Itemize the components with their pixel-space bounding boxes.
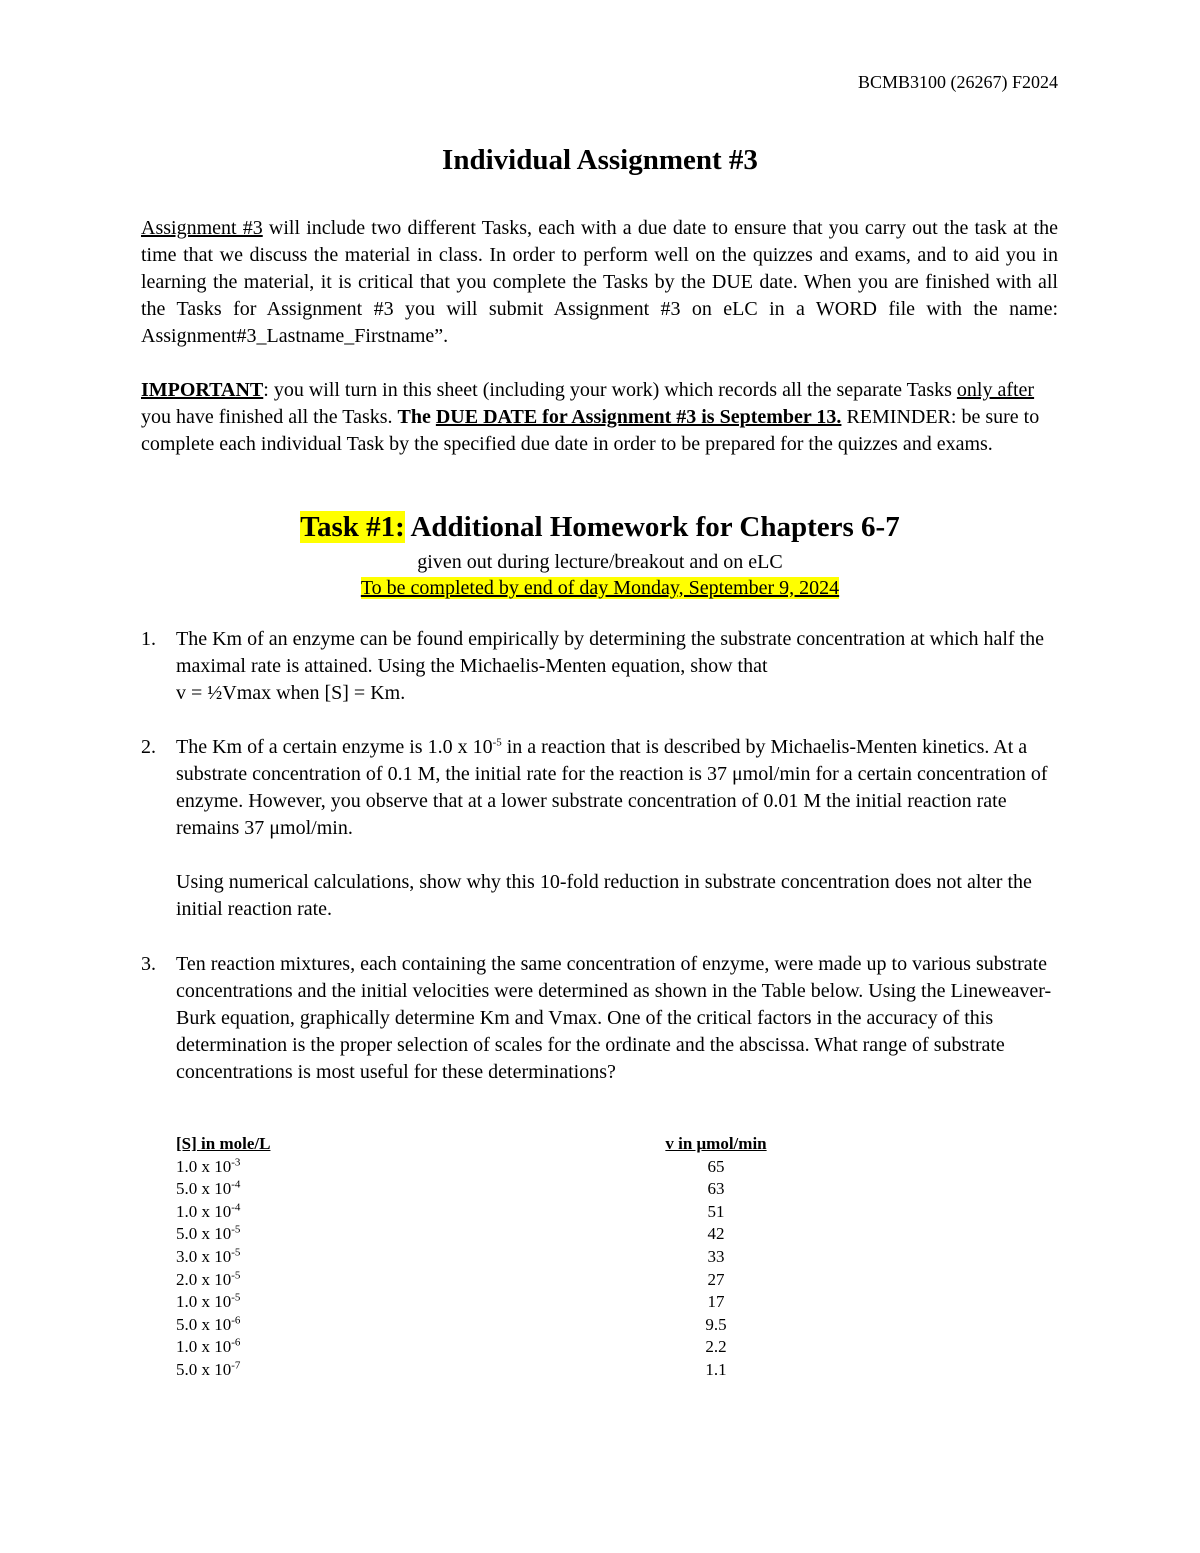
concentration-cell xyxy=(176,1337,240,1357)
table-row xyxy=(176,1202,876,1225)
assignment-link-text: Assignment #3 xyxy=(141,217,263,239)
mantissa: 1.0 x 10 xyxy=(176,1337,232,1357)
question-text-part: The Km of a certain enzyme is 1.0 x 10 xyxy=(176,736,493,758)
concentration-cell xyxy=(176,1247,240,1267)
table-body xyxy=(176,1157,876,1383)
table-row xyxy=(176,1224,876,1247)
data-table xyxy=(176,1134,876,1383)
question-2 xyxy=(141,734,1071,923)
mantissa: 5.0 x 10 xyxy=(176,1179,232,1199)
question-number: 2. xyxy=(141,736,156,758)
table-row xyxy=(176,1315,876,1338)
important-text-2: you have finished all the Tasks. xyxy=(141,406,398,428)
concentration-cell xyxy=(176,1179,240,1199)
mantissa: 2.0 x 10 xyxy=(176,1269,232,1289)
velocity-cell: 1.1 xyxy=(705,1359,727,1379)
exponent: -4 xyxy=(231,1178,241,1191)
column-header: [S] in mole/L xyxy=(176,1134,271,1153)
table-header-row xyxy=(176,1134,876,1157)
column-header: v in μmol/min xyxy=(665,1134,767,1153)
important-label: IMPORTANT xyxy=(141,379,264,401)
important-text-3: REMINDER: be sure to complete each individual Task by the specified due date in order to be prepared for the quizzes and exams. xyxy=(141,406,1040,455)
mantissa: 3.0 x 10 xyxy=(176,1246,232,1266)
question-text-part: in a reaction that is described by Michaelis-Menten kinetics. At a substrate concentration of 0.1 M, the initial rate for the reaction is 37 μmol/min for a certain concentration of enzyme. However, you observe that at a lower substrate concentration of 0.01 M the initial reaction rate remains 37 μmol/min. xyxy=(176,736,1048,839)
velocity-cell: 51 xyxy=(707,1201,725,1221)
mantissa: 5.0 x 10 xyxy=(176,1224,232,1244)
mantissa: 5.0 x 10 xyxy=(176,1359,232,1379)
table-row xyxy=(176,1157,876,1180)
question-3 xyxy=(141,951,1071,1086)
table-row xyxy=(176,1337,876,1360)
velocity-cell: 17 xyxy=(707,1292,725,1312)
velocity-cell: 42 xyxy=(707,1224,725,1244)
concentration-cell xyxy=(176,1202,240,1222)
due-date-lead: The xyxy=(397,406,436,428)
mantissa: 1.0 x 10 xyxy=(176,1201,232,1221)
exponent: -3 xyxy=(231,1155,241,1168)
question-number: 1. xyxy=(141,628,156,650)
task-heading xyxy=(0,511,1200,544)
question-equation: v = ½Vmax when [S] = Km. xyxy=(176,682,406,704)
important-paragraph xyxy=(141,377,1058,458)
exponent: -4 xyxy=(231,1201,241,1214)
important-text-1: : you will turn in this sheet (including your work) which records all the separate Tasks xyxy=(263,379,957,401)
question-text: Ten reaction mixtures, each containing the same concentration of enzyme, were made up to various substrate concentrations and the initial velocities were determined as shown in the Table below. Using the Lineweaver-Burk equation, graphically determine Km and Vmax. One of the critical factors in the accuracy of this determination is the proper selection of scales for the ordinate and the abscissa. What range of substrate concentrations is most useful for these determinations? xyxy=(176,953,1052,1083)
task-deadline-line xyxy=(0,577,1200,600)
velocity-cell: 33 xyxy=(707,1246,725,1266)
exponent: -6 xyxy=(231,1314,241,1327)
mantissa: 1.0 x 10 xyxy=(176,1156,232,1176)
exponent: -6 xyxy=(231,1336,241,1349)
task-deadline: To be completed by end of day Monday, September 9, 2024 xyxy=(360,577,840,599)
exponent: -5 xyxy=(231,1291,241,1304)
concentration-cell xyxy=(176,1360,240,1380)
concentration-cell xyxy=(176,1270,240,1290)
intro-text: will include two different Tasks, each with a due date to ensure that you carry out the task at the time that we discuss the material in class. In order to perform well on the quizzes and exams, and to aid you in learning the material, it is critical that you complete the Tasks by the DUE date. When you are finished with all the Tasks for Assignment #3 you will submit Assignment #3 on eLC in a WORD file with the name: Assignment#3_Lastname_Firstname”. xyxy=(141,217,1058,347)
velocity-cell: 2.2 xyxy=(705,1337,727,1357)
velocity-cell: 65 xyxy=(707,1156,725,1176)
question-subparagraph: Using numerical calculations, show why this 10-fold reduction in substrate concentration does not alter the initial reaction rate. xyxy=(176,871,1032,920)
question-1 xyxy=(141,626,1071,707)
table-row xyxy=(176,1270,876,1293)
task-subtitle: given out during lecture/breakout and on eLC xyxy=(417,551,783,573)
table-row xyxy=(176,1360,876,1383)
mantissa: 5.0 x 10 xyxy=(176,1314,232,1334)
concentration-cell xyxy=(176,1157,240,1177)
exponent: -5 xyxy=(231,1246,241,1259)
task-title-text: Additional Homework for Chapters 6-7 xyxy=(404,511,900,543)
concentration-cell xyxy=(176,1315,240,1335)
exponent: -5 xyxy=(492,736,502,749)
question-number: 3. xyxy=(141,953,156,975)
mantissa: 1.0 x 10 xyxy=(176,1292,232,1312)
task-label: Task #1: xyxy=(300,511,405,543)
question-text: The Km of an enzyme can be found empirically by determining the substrate concentration at which half the maximal rate is attained. Using the Michaelis-Menten equation, show that xyxy=(176,628,1045,677)
question-text xyxy=(176,734,1071,842)
exponent: -5 xyxy=(231,1268,241,1281)
due-date-text: DUE DATE for Assignment #3 is September 13. xyxy=(435,406,842,428)
table-row xyxy=(176,1247,876,1270)
table-row xyxy=(176,1179,876,1202)
course-code-header: BCMB3100 (26267) F2024 xyxy=(857,72,1058,92)
page-title: Individual Assignment #3 xyxy=(442,144,758,176)
concentration-cell xyxy=(176,1224,240,1244)
velocity-cell: 27 xyxy=(707,1269,725,1289)
only-after-text: only after xyxy=(956,379,1035,401)
exponent: -5 xyxy=(231,1223,241,1236)
velocity-cell: 9.5 xyxy=(705,1314,727,1334)
velocity-cell: 63 xyxy=(707,1179,725,1199)
concentration-cell xyxy=(176,1292,240,1312)
intro-paragraph xyxy=(141,215,1058,350)
exponent: -7 xyxy=(231,1359,241,1372)
table-row xyxy=(176,1292,876,1315)
